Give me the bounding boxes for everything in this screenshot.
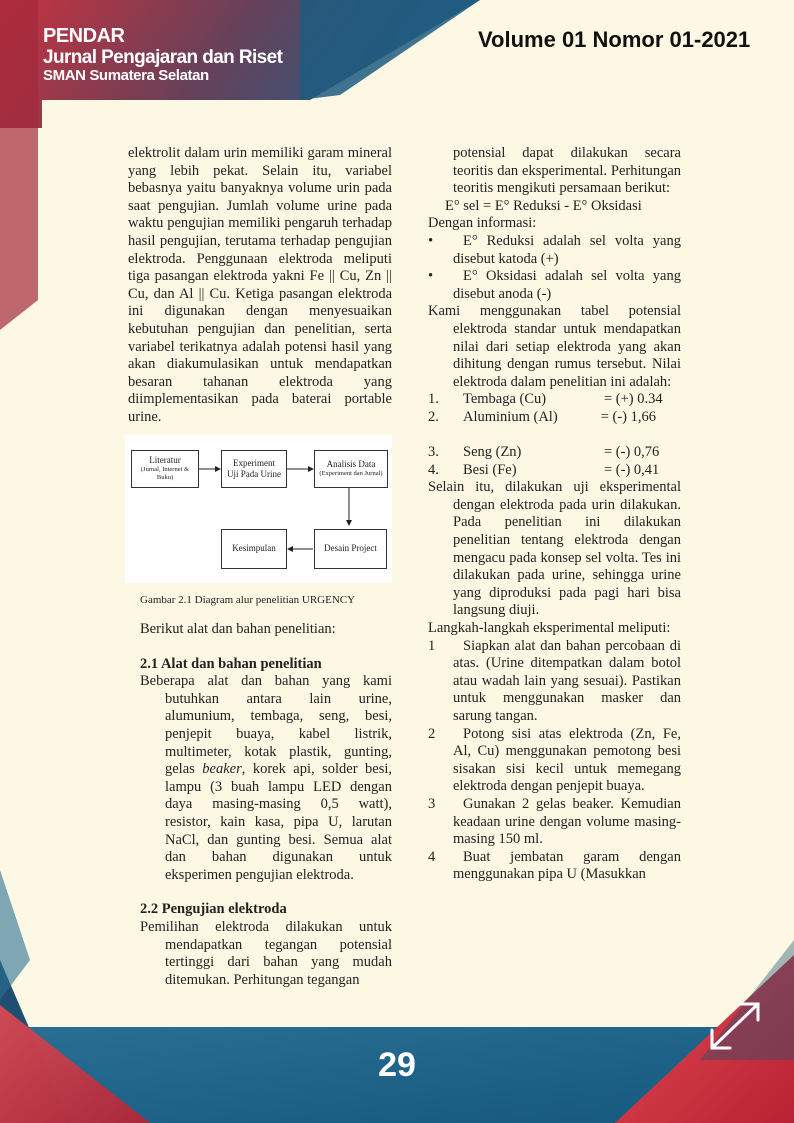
list-number: 4.: [428, 461, 439, 478]
list-item-text: E° Oksidasi adalah sel volta yang disebut anoda (-): [453, 268, 681, 302]
diagram-box-subtitle: (Experiment dan Jurnal): [319, 470, 383, 477]
section-heading: 2.2 Pengujian elektroda: [140, 901, 287, 918]
list-number: 1: [428, 637, 436, 654]
electrode-name: Aluminium (Al): [463, 408, 558, 425]
list-number: 4: [428, 848, 436, 865]
school-name: SMAN Sumatera Selatan: [43, 67, 209, 84]
paragraph: Kami menggunakan tabel potensial elektroda standar untuk mendapatkan nilai dari setiap elektroda yang akan dihitung dengan rumus tersebut. Nilai elektroda dalam penelitian ini adalah:: [428, 303, 681, 390]
paragraph: Selain itu, dilakukan uji eksperimental dengan elektroda pada urin dilakukan. Pada penelitian ini dilakukan penelitian tentang elektroda dengan mengacu pada konsep sel volta. Tes ini dilakukan pada urine, sehingga urine yang diproduksi pada pagi hari bisa langsung diuji.: [428, 479, 681, 619]
spacer: [453, 427, 681, 445]
electrode-value: = (-) 0,41: [604, 461, 660, 478]
list-number: 3: [428, 795, 436, 812]
diagram-box-desain: [314, 529, 387, 569]
journal-name: PENDAR: [43, 25, 125, 47]
page-number: 29: [378, 1046, 416, 1084]
diagram-box-literatur: [131, 450, 199, 488]
electrode-name: Seng (Zn): [463, 444, 522, 461]
info-label: Dengan informasi:: [428, 215, 537, 232]
text-span: , korek api, solder besi, lampu (3 buah lampu LED dengan daya masing-masing 0,5 watt), resistor, kain kasa, pipa U, larutan NaCl, dan gunting besi. Semua alat dan bahan digunakan untuk eksperimen pengujian elektroda.: [165, 761, 392, 883]
bullet-marker: •: [428, 232, 434, 249]
list-item: [428, 233, 681, 268]
list-item-text: Potong sisi atas elektroda (Zn, Fe, Al, Cu) menggunakan pemotong besi sisakan sisi kecil untuk memegang elektroda dengan penjepit buaya.: [453, 725, 681, 795]
list-item: [428, 796, 681, 849]
journal-title: Jurnal Pengajaran dan Riset: [43, 47, 283, 68]
diagram-box-title: Experiment: [233, 457, 275, 468]
list-item: [428, 444, 681, 462]
diagram-box-title-line2: Uji Pada Urine: [227, 468, 281, 479]
list-item: [428, 849, 681, 884]
paragraph: Pemilihan elektroda dilakukan untuk mendapatkan tegangan potensial tertinggi dari bahan yang mudah ditemukan. Perhitungan tegangan: [140, 919, 392, 988]
paragraph: [140, 673, 392, 884]
electrode-value-text: = (-) 1,66: [600, 408, 656, 425]
diagram-box-title: Analisis Data: [326, 459, 376, 469]
electrode-value: = (+) 0.34: [604, 391, 663, 408]
paragraph: elektrolit dalam urin memiliki garam mineral yang lebih pekat. Selain itu, variabel bebasnya yaitu banyaknya volume urin pada saat pengujian. Jumlah volume urine pada waktu pengujian memiliki pengaruh terhadap hasil pengujian, terutama terhadap pengujian elektroda. Penggunaan elektroda meliputi tiga pasangan elektroda yakni Fe || Cu, Zn || Cu, dan Al || Cu. Ketiga pasangan elektroda ini digunakan dengan menyesuaikan kebutuhan pengujian dan penelitian, serta variabel terikatnya adalah potensi hasil yang akan diakumulasikan untuk mendapatkan besaran tahanan elektroda yang diimplementasikan pada baterai portable urine.: [128, 145, 392, 425]
equation: E° sel = E° Reduksi - E° Oksidasi: [445, 197, 642, 214]
list-number: 2.: [428, 408, 439, 425]
electrode-value: = (-) 0,76: [604, 444, 660, 461]
list-item: [428, 462, 681, 480]
journal-header: [43, 26, 282, 83]
text-emphasis: beaker: [202, 761, 242, 778]
diagram-box-title: Literatur: [149, 455, 181, 465]
list-item: [428, 391, 681, 409]
column-left: [128, 145, 392, 989]
bullet-marker: •: [428, 268, 434, 285]
paragraph: potensial dapat dilakukan secara teoritis dan eksperimental. Perhitungan teoritis mengikuti persamaan berikut:: [453, 145, 681, 197]
diagram-box-experiment: [221, 450, 287, 488]
electrode-name: Tembaga (Cu): [463, 391, 547, 408]
volume-label: Volume 01 Nomor 01-2021: [478, 27, 751, 52]
diagram-box-title: Kesimpulan: [232, 543, 276, 553]
intro-text: Berikut alat dan bahan penelitian:: [140, 621, 336, 638]
diagram-box-subtitle: (Jurnal, Internet & Buku): [140, 466, 190, 481]
list-number: 2: [428, 725, 436, 742]
electrode-name: Besi (Fe): [463, 461, 517, 478]
paragraph: Langkah-langkah eksperimental meliputi:: [428, 620, 671, 637]
list-number: 1.: [428, 391, 439, 408]
section-heading: 2.1 Alat dan bahan penelitian: [140, 655, 322, 672]
list-item: [428, 268, 681, 303]
flow-diagram: [125, 435, 392, 583]
list-item-text: Buat jembatan garam dengan menggunakan pipa U (Masukkan: [453, 848, 681, 883]
list-number: 3.: [428, 444, 439, 461]
list-item-text: E° Reduksi adalah sel volta yang disebut katoda (+): [453, 232, 681, 267]
list-item-text: Siapkan alat dan bahan percobaan di atas. (Urine ditempatkan dalam botol atau wadah lain yang sesuai). Pastikan untuk menggunakan masker dan sarung tangan.: [453, 637, 681, 724]
diagram-box-analisis: [314, 450, 388, 488]
list-item: [428, 638, 681, 726]
list-item-text: Gunakan 2 gelas beaker. Kemudian keadaan urine dengan volume masing-masing 150 ml.: [453, 795, 681, 848]
diagram-box-title: Desain Project: [324, 543, 377, 553]
column-right: [428, 145, 681, 884]
electrode-value: [428, 409, 656, 427]
figure-caption: Gambar 2.1 Diagram alur penelitian URGENCY: [140, 593, 356, 606]
list-item: [428, 726, 681, 796]
list-item: [428, 409, 681, 444]
text-span: Beberapa alat dan bahan yang kami butuhkan antara lain urine, alumunium, tembaga, seng, besi, penjepit buaya, kabel listrik, multimeter, kotak plastik, gunting, gelas: [140, 673, 392, 778]
diagram-box-kesimpulan: [221, 529, 287, 569]
